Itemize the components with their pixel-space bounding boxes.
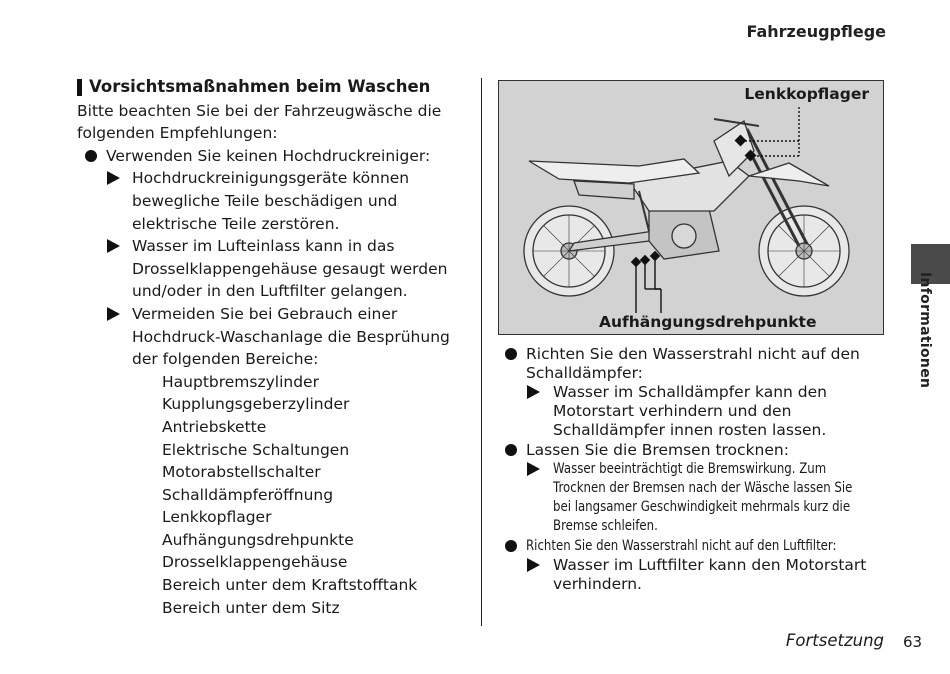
triangle-icon [107,171,120,185]
area-item: Hauptbremszylinder [162,372,319,391]
sub-text-line: Vermeiden Sie bei Gebrauch einer [132,304,398,323]
bullet-text-line: Richten Sie den Wasserstrahl nicht auf den Luftfilter: [526,538,837,554]
sub-item [527,460,885,536]
intro-line-2: folgenden Empfehlungen: [77,124,278,143]
area-item: Kupplungsgeberzylinder [162,395,350,414]
motorcycle-figure [498,80,884,335]
area-item: Elektrische Schaltungen [162,440,350,459]
figure-label-steering-bearing: Lenkkopflager [744,85,869,103]
bullet-text-line: Richten Sie den Wasserstrahl nicht auf den [526,345,860,363]
sub-text-line: und/oder in den Luftfilter gelangen. [132,282,408,301]
area-item: Bereich unter dem Sitz [162,598,340,617]
figure-label-suspension-pivots: Aufhängungsdrehpunkte [599,313,817,331]
motorcycle-illustration [499,81,883,334]
sub-item [107,303,462,371]
bullet-icon [505,348,517,360]
page-number: 63 [903,633,923,651]
section-tab-label: Informationen [917,272,933,389]
area-list [162,371,462,620]
area-item: Lenkkopflager [162,508,272,527]
sub-text-line: Wasser im Lufteinlass kann in das [132,237,395,256]
area-item: Motorabstellschalter [162,463,321,482]
continuation-note: Fortsetzung [785,631,884,650]
area-item: Schalldämpferöffnung [162,485,334,504]
bullet-text-line: Schalldämpfer: [526,364,643,382]
triangle-icon [107,307,120,321]
sub-text-line: verhindern. [553,575,642,593]
right-column [505,344,885,594]
bullet-item [505,345,885,383]
sub-text-line: Motorstart verhindern und den [553,402,792,420]
bullet-text: Verwenden Sie keinen Hochdruckreiniger: [106,146,431,165]
column-divider [481,78,482,626]
sub-item [107,167,462,235]
intro-line-1: Bitte beachten Sie bei der Fahrzeugwäsche die [77,101,442,120]
bullet-icon [505,444,517,456]
bullet-item [85,145,462,168]
page-header-title: Fahrzeugpflege [746,22,886,41]
sub-text-line: bewegliche Teile beschädigen und [132,191,398,210]
sub-text-line: elektrische Teile zerstören. [132,214,340,233]
sub-text-line: Schalldämpfer innen rosten lassen. [553,421,827,439]
sub-text-line: Hochdruck-Waschanlage die Besprühung [132,327,450,346]
area-item: Bereich unter dem Kraftstofftank [162,576,418,595]
sub-text-line: der folgenden Bereiche: [132,350,319,369]
sub-item [527,383,885,440]
left-column [77,76,462,619]
sub-item [107,235,462,303]
sub-text-line: Trocknen der Bremsen nach der Wäsche lassen Sie [553,480,853,496]
sub-text-line: Bremse schleifen. [553,518,658,534]
bullet-icon [85,150,97,162]
sub-text-line: Wasser im Luftfilter kann den Motorstart [553,556,867,574]
sub-text-line: Drosselklappengehäuse gesaugt werden [132,259,448,278]
bullet-text-line: Lassen Sie die Bremsen trocknen: [526,441,789,459]
bullet-item [505,537,885,556]
section-heading-text: Vorsichtsmaßnahmen beim Waschen [89,77,431,96]
sub-text-line: Wasser beeinträchtigt die Bremswirkung. Zum [553,461,827,477]
sub-text-line: Wasser im Schalldämpfer kann den [553,383,827,401]
sub-text-line: bei langsamer Geschwindigkeit mehrmals kurz die [553,499,851,515]
sub-text-line: Hochdruckreinigungsgeräte können [132,169,410,188]
heading-marker [77,79,82,96]
triangle-icon [527,385,540,399]
triangle-icon [107,239,120,253]
sub-item [527,556,885,594]
area-item: Aufhängungsdrehpunkte [162,530,354,549]
bullet-icon [505,540,517,552]
section-heading [77,76,462,99]
triangle-icon [527,462,540,476]
triangle-icon [527,558,540,572]
area-item: Antriebskette [162,417,267,436]
area-item: Drosselklappengehäuse [162,553,348,572]
bullet-item [505,441,885,460]
